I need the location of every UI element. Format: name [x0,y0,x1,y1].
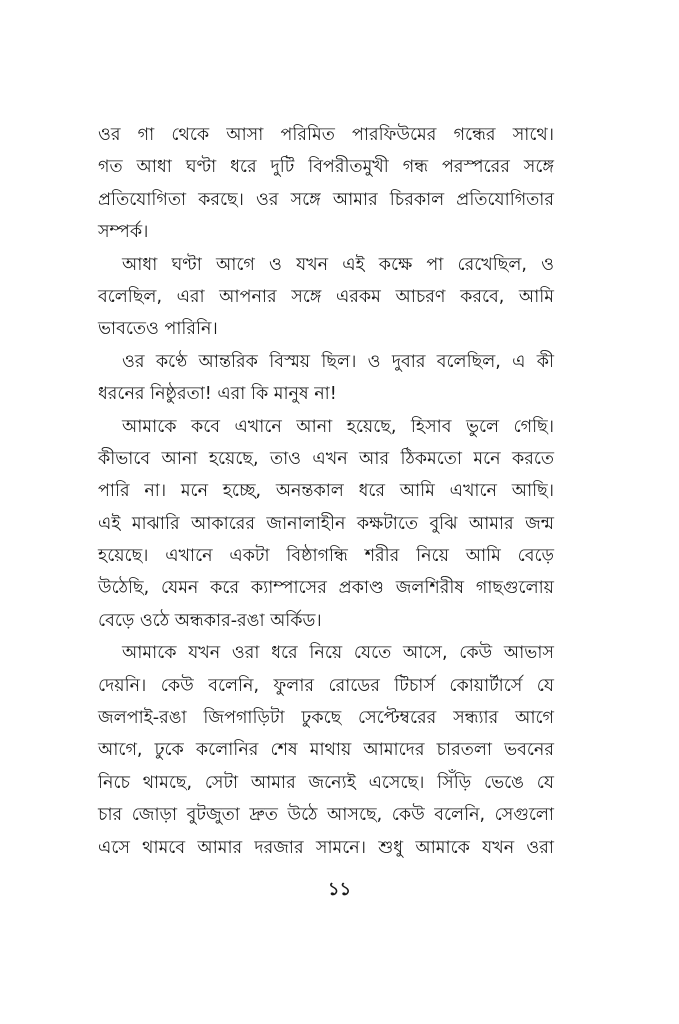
text-line: ওর গা থেকে আসা পরিমিত পারফিউমের গন্ধের সাথে। [98,125,554,145]
text-line: আধা ঘণ্টা আগে ও যখন এই কক্ষে পা রেখেছিল, ও [122,254,554,275]
text-line: পারি না। মনে হচ্ছে, অনন্তকাল ধরে আমি এখানে আছি। [98,481,554,502]
text-line: হয়েছে। এখানে একটা বিষ্ঠাগন্ধি শরীর নিয়ে আমি বেড়ে [98,546,554,567]
text-line: ধরনের নিষ্ঠুরতা! এরা কি মানুষ না! [98,384,337,405]
text-line: উঠেছি, যেমন করে ক্যাম্পাসের প্রকাণ্ড জলশিরীষ গাছগুলোয় [98,578,554,599]
text-line: গত আধা ঘণ্টা ধরে দুটি বিপরীতমুখী গন্ধ পরস্পরের সঙ্গে [98,157,554,178]
text-line: ভাবতেও পারিনি। [98,319,218,340]
text-line: আমাকে কবে এখানে আনা হয়েছে, হিসাব ভুলে গেছি। [122,416,554,437]
page-number: ১১ [327,879,352,900]
text-line: নিচে থামছে, সেটা আমার জন্যেই এসেছে। সিঁড়ি ভেঙে যে [98,772,554,793]
text-line: প্রতিযোগিতা করছে। ওর সঙ্গে আমার চিরকাল প্রতিযোগিতার [98,189,554,210]
text-line: সম্পর্ক। [98,222,149,243]
text-line: ওর কণ্ঠে আন্তরিক বিস্ময় ছিল। ও দুবার বলেছিল, এ কী [122,351,554,372]
text-line: আমাকে যখন ওরা ধরে নিয়ে যেতে আসে, কেউ আভাস [122,643,554,664]
text-line: চার জোড়া বুটজুতা দ্রুত উঠে আসছে, কেউ বলেনি, সেগুলো [98,805,554,826]
text-line: দেয়নি। কেউ বলেনি, ফুলার রোডের টিচার্স কোয়ার্টার্সে যে [98,675,554,696]
text-line: জলপাই-রঙা জিপগাড়িটা ঢুকছে সেপ্টেম্বরের সন্ধ্যার আগে [98,708,554,729]
text-line: বেড়ে ওঠে অন্ধকার-রঙা অর্কিড। [98,610,322,631]
body-text [98,119,554,864]
text-line: বলেছিল, এরা আপনার সঙ্গে এরকম আচরণ করবে, আমি [98,286,554,307]
text-line: এসে থামবে আমার দরজার সামনে। শুধু আমাকে যখন ওরা [98,837,554,858]
text-line: এই মাঝারি আকারের জানালাহীন কক্ষটাতে বুঝি আমার জন্ম [98,513,554,534]
text-line: আগে, ঢুকে কলোনির শেষ মাথায় আমাদের চারতলা ভবনের [98,740,554,761]
text-line: কীভাবে আনা হয়েছে, তাও এখন আর ঠিকমতো মনে করতে [98,448,554,469]
